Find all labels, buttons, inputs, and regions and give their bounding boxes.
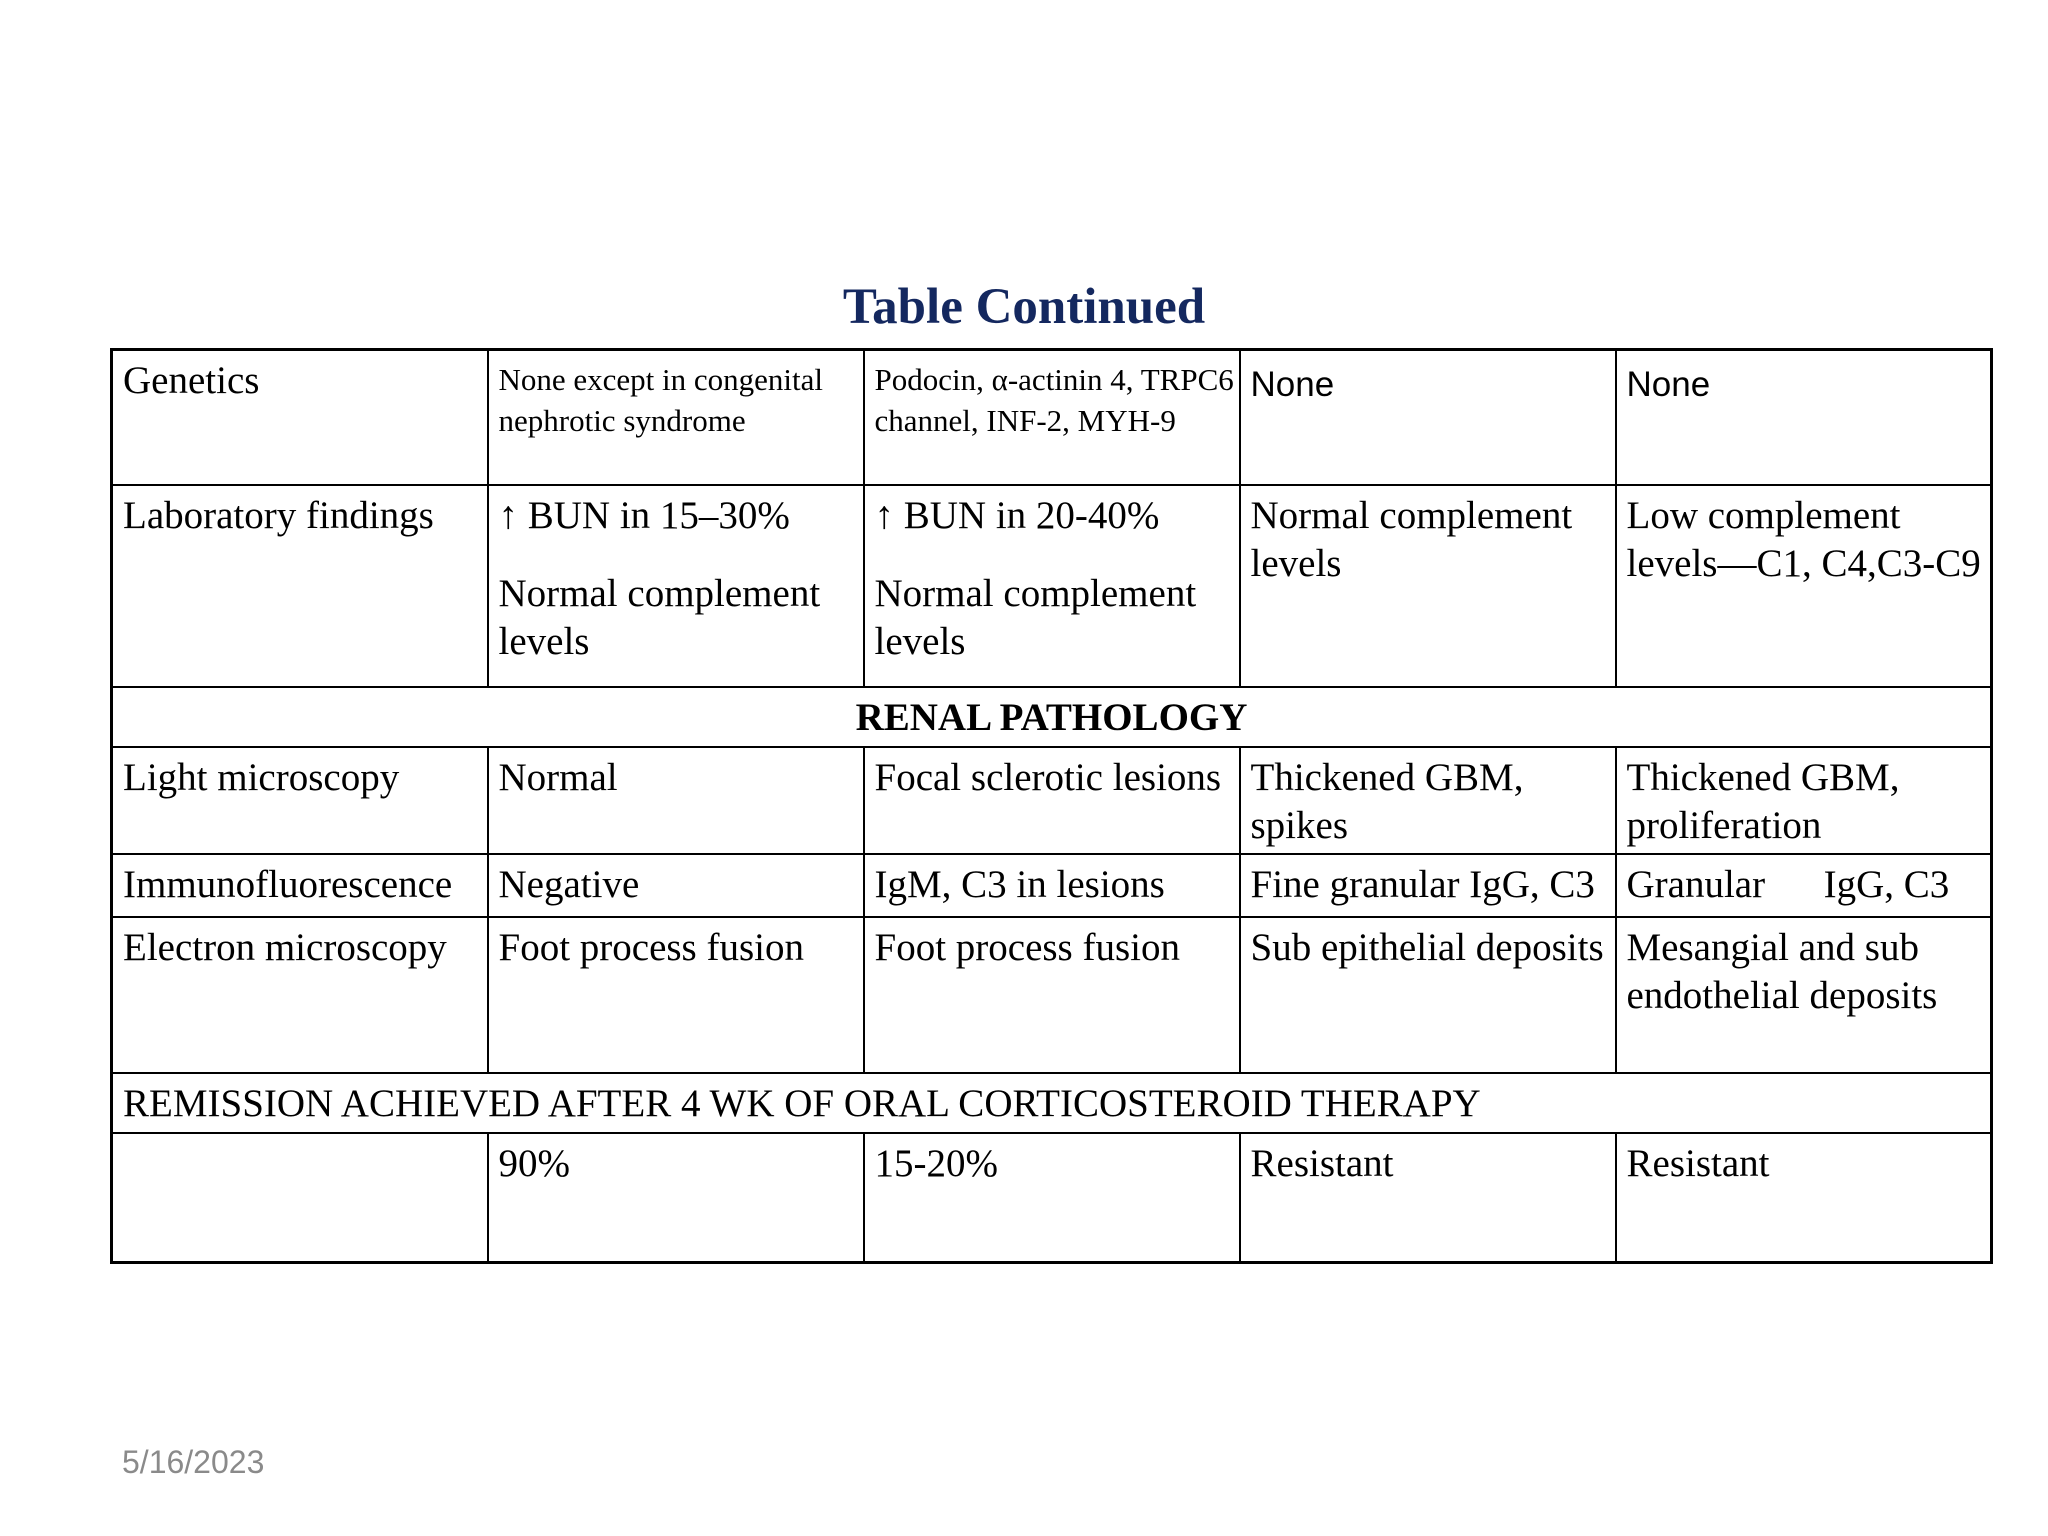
table-cell: Thickened GBM, spikes [1240,747,1616,854]
table-cell: Fine granular IgG, C3 [1240,854,1616,917]
table-cell: 90% [488,1133,864,1263]
section-row-renal-pathology [112,687,1992,747]
table-cell: Podocin, α-actinin 4, TRPC6 channel, INF-2, MYH-9 [864,350,1240,485]
section-heading: REMISSION ACHIEVED AFTER 4 WK OF ORAL CORTICOSTEROID THERAPY [112,1073,1992,1133]
cell-line: ↑ BUN in 20-40% [874,493,1160,537]
table-cell: Low complement levels—C1, C4,C3-C9 [1616,485,1992,687]
table-row-laboratory [112,485,1992,687]
table-cell: Sub epithelial deposits [1240,917,1616,1073]
table-cell: Resistant [1240,1133,1616,1263]
table-cell: Granular IgG, C3 [1616,854,1992,917]
table-row-remission [112,1133,1992,1263]
cell-line: Normal complement levels [498,571,821,663]
table-cell [488,485,864,687]
section-heading: RENAL PATHOLOGY [112,687,1992,747]
row-label-laboratory: Laboratory findings [112,485,488,687]
table-cell: None except in congenital nephrotic syndrome [488,350,864,485]
table-row-immunofluorescence [112,854,1992,917]
table-cell: Focal sclerotic lesions [864,747,1240,854]
table-cell: None [1616,350,1992,485]
row-label-light-microscopy: Light microscopy [112,747,488,854]
section-row-remission [112,1073,1992,1133]
table-row-electron-microscopy [112,917,1992,1073]
table-cell [864,485,1240,687]
table-cell: Normal complement levels [1240,485,1616,687]
cell-line: ↑ BUN in 15–30% [498,493,790,537]
table-cell: Negative [488,854,864,917]
table-row-genetics [112,350,1992,485]
table-cell: Resistant [1616,1133,1992,1263]
comparison-table [110,348,1993,1264]
table-cell: Thickened GBM, proliferation [1616,747,1992,854]
row-label-immunofluorescence: Immunofluorescence [112,854,488,917]
table-cell: None [1240,350,1616,485]
table-cell: Foot process fusion [864,917,1240,1073]
page-title: Table Continued [842,279,1206,335]
table-cell: IgM, C3 in lesions [864,854,1240,917]
table-cell: 15-20% [864,1133,1240,1263]
table-row-light-microscopy [112,747,1992,854]
cell-line: Normal complement levels [874,571,1197,663]
date-footer: 5/16/2023 [122,1444,265,1480]
row-label-remission [112,1133,488,1263]
row-label-electron-microscopy: Electron microscopy [112,917,488,1073]
table-cell: Normal [488,747,864,854]
table-cell: Foot process fusion [488,917,864,1073]
row-label-genetics: Genetics [112,350,488,485]
table-cell: Mesangial and sub endothelial deposits [1616,917,1992,1073]
